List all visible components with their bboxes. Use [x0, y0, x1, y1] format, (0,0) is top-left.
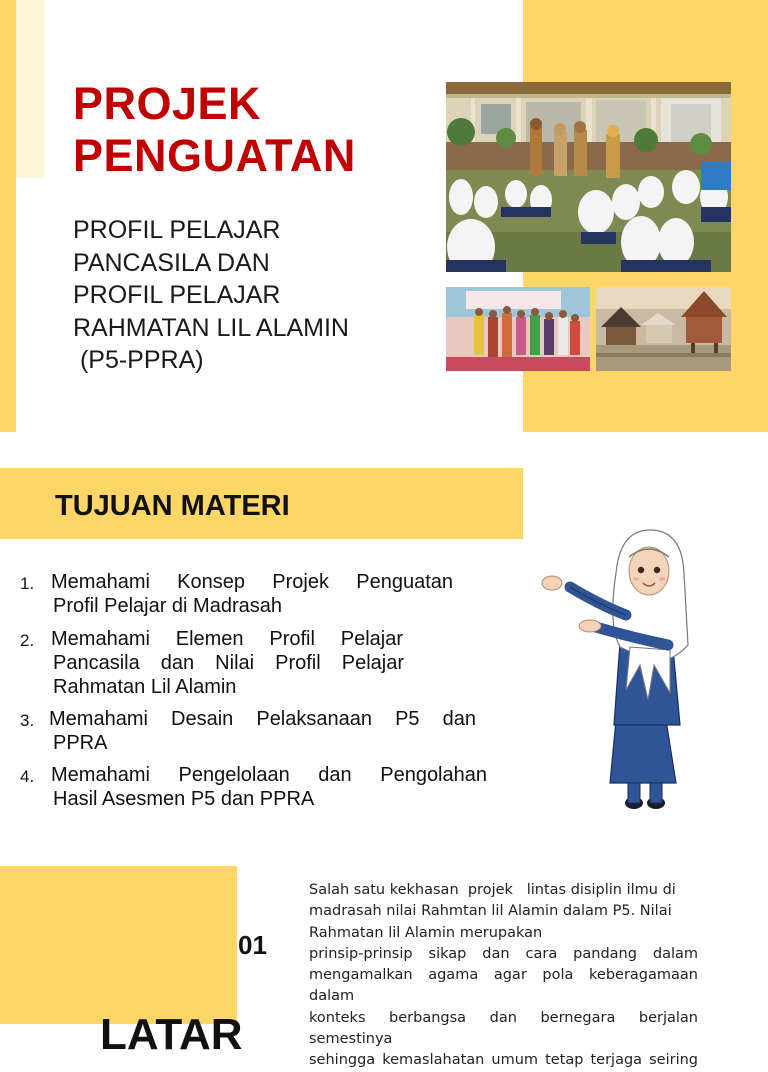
section-heading: LATAR: [100, 1010, 243, 1059]
objective-number: 2.: [20, 631, 35, 650]
hero-subtitle-line: (P5-PPRA): [73, 346, 204, 374]
objective-line: Hasil Asesmen P5 dan PPRA: [53, 788, 315, 810]
paragraph-line: Rahmatan lil Alamin merupakan: [309, 924, 543, 941]
objective-number: 1.: [20, 574, 35, 593]
hero-subtitle-line: PROFIL PELAJAR: [73, 216, 281, 244]
bottom-left-yellow-block: [0, 866, 237, 1024]
hero-subtitle-line: PROFIL PELAJAR: [73, 281, 281, 309]
objective-line: Memahami Elemen Profil Pelajar: [51, 628, 403, 650]
objective-number: 3.: [20, 711, 35, 730]
traditional-house-model-photo: [596, 287, 731, 371]
hero-title-line: PENGUATAN: [73, 130, 356, 181]
objectives-heading: TUJUAN MATERI: [55, 490, 290, 522]
paragraph-line: konteks berbangsa dan bernegara berjalan semestinya: [309, 1009, 698, 1048]
objective-line: Pancasila dan Nilai Profil Pelajar: [53, 652, 404, 674]
paragraph-line: Salah satu kekhasan projek lintas disiplin ilmu di: [309, 882, 676, 898]
objective-number: 4.: [20, 767, 35, 786]
hero-subtitle-line: PANCASILA DAN: [73, 248, 270, 277]
hero-subtitle-line: RAHMATAN LIL ALAMIN: [73, 313, 349, 342]
objective-line: Memahami Konsep Projek Penguatan: [51, 571, 453, 593]
objective-line: Profil Pelajar di Madrasah: [53, 595, 282, 617]
section-number: 01: [238, 930, 267, 960]
paragraph-line: sehingga kemaslahatan umum tetap terjaga seiring: [309, 1052, 698, 1069]
objective-line: Memahami Pengelolaan dan Pengolahan: [51, 764, 487, 786]
hero-title-line: PROJEK: [73, 78, 262, 129]
paragraph-line: mengamalkan agama agar pola keberagamaan dalam: [309, 967, 698, 1005]
objective-line: PPRA: [53, 732, 108, 754]
hijab-girl-illustration: [530, 525, 710, 815]
objective-line: Rahmatan Lil Alamin: [53, 676, 237, 698]
objective-line: Memahami Desain Pelaksanaan P5 dan: [49, 708, 476, 730]
paragraph-line: prinsip-prinsip sikap dan cara pandang dalam: [309, 945, 698, 962]
paragraph-line: madrasah nilai Rahmtan lil Alamin dalam P5. Nilai: [309, 903, 672, 920]
section-paragraph: [309, 880, 698, 1072]
